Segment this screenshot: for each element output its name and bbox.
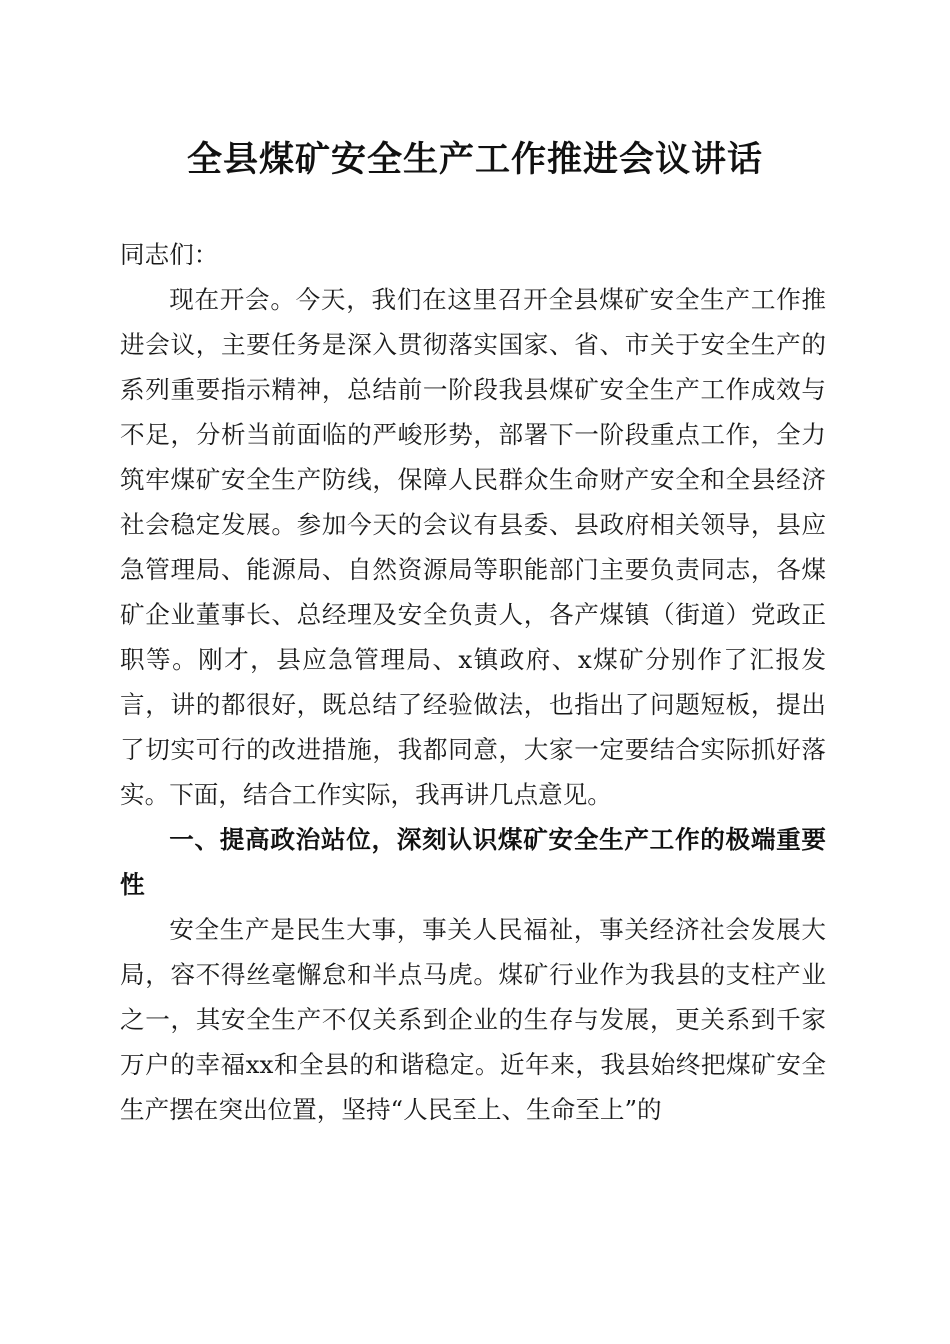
document-body: [120, 232, 826, 1132]
document-title: 全县煤矿安全生产工作推进会议讲话: [186, 139, 763, 180]
section-paragraph: 安全生产是民生大事，事关人民福祉，事关经济社会发展大局，容不得丝毫懈怠和半点马虎。煤矿行业作为我县的支柱产业之一，其安全生产不仅关系到企业的生存与发展，更关系到千家万户的幸福xx和全县的和谐稳定。近年来，我县始终把煤矿安全生产摆在突出位置，坚持“人民至上、生命至上”的: [120, 915, 826, 1124]
opening-paragraph: 现在开会。今天，我们在这里召开全县煤矿安全生产工作推进会议，主要任务是深入贯彻落实国家、省、市关于安全生产的系列重要指示精神，总结前一阶段我县煤矿安全生产工作成效与不足，分析当前面临的严峻形势，部署下一阶段重点工作，全力筑牢煤矿安全生产防线，保障人民群众生命财产安全和全县经济社会稳定发展。参加今天的会议有县委、县政府相关领导，县应急管理局、能源局、自然资源局等职能部门主要负责同志，各煤矿企业董事长、总经理及安全负责人，各产煤镇（街道）党政正职等。刚才，县应急管理局、x镇政府、x煤矿分别作了汇报发言，讲的都很好，既总结了经验做法，也指出了问题短板，提出了切实可行的改进措施，我都同意，大家一定要结合实际抓好落实。下面，结合工作实际，我再讲几点意见。: [120, 285, 826, 809]
salutation: 同志们：: [120, 240, 219, 269]
section-heading: 一、提高政治站位，深刻认识煤矿安全生产工作的极端重要性: [120, 825, 826, 899]
